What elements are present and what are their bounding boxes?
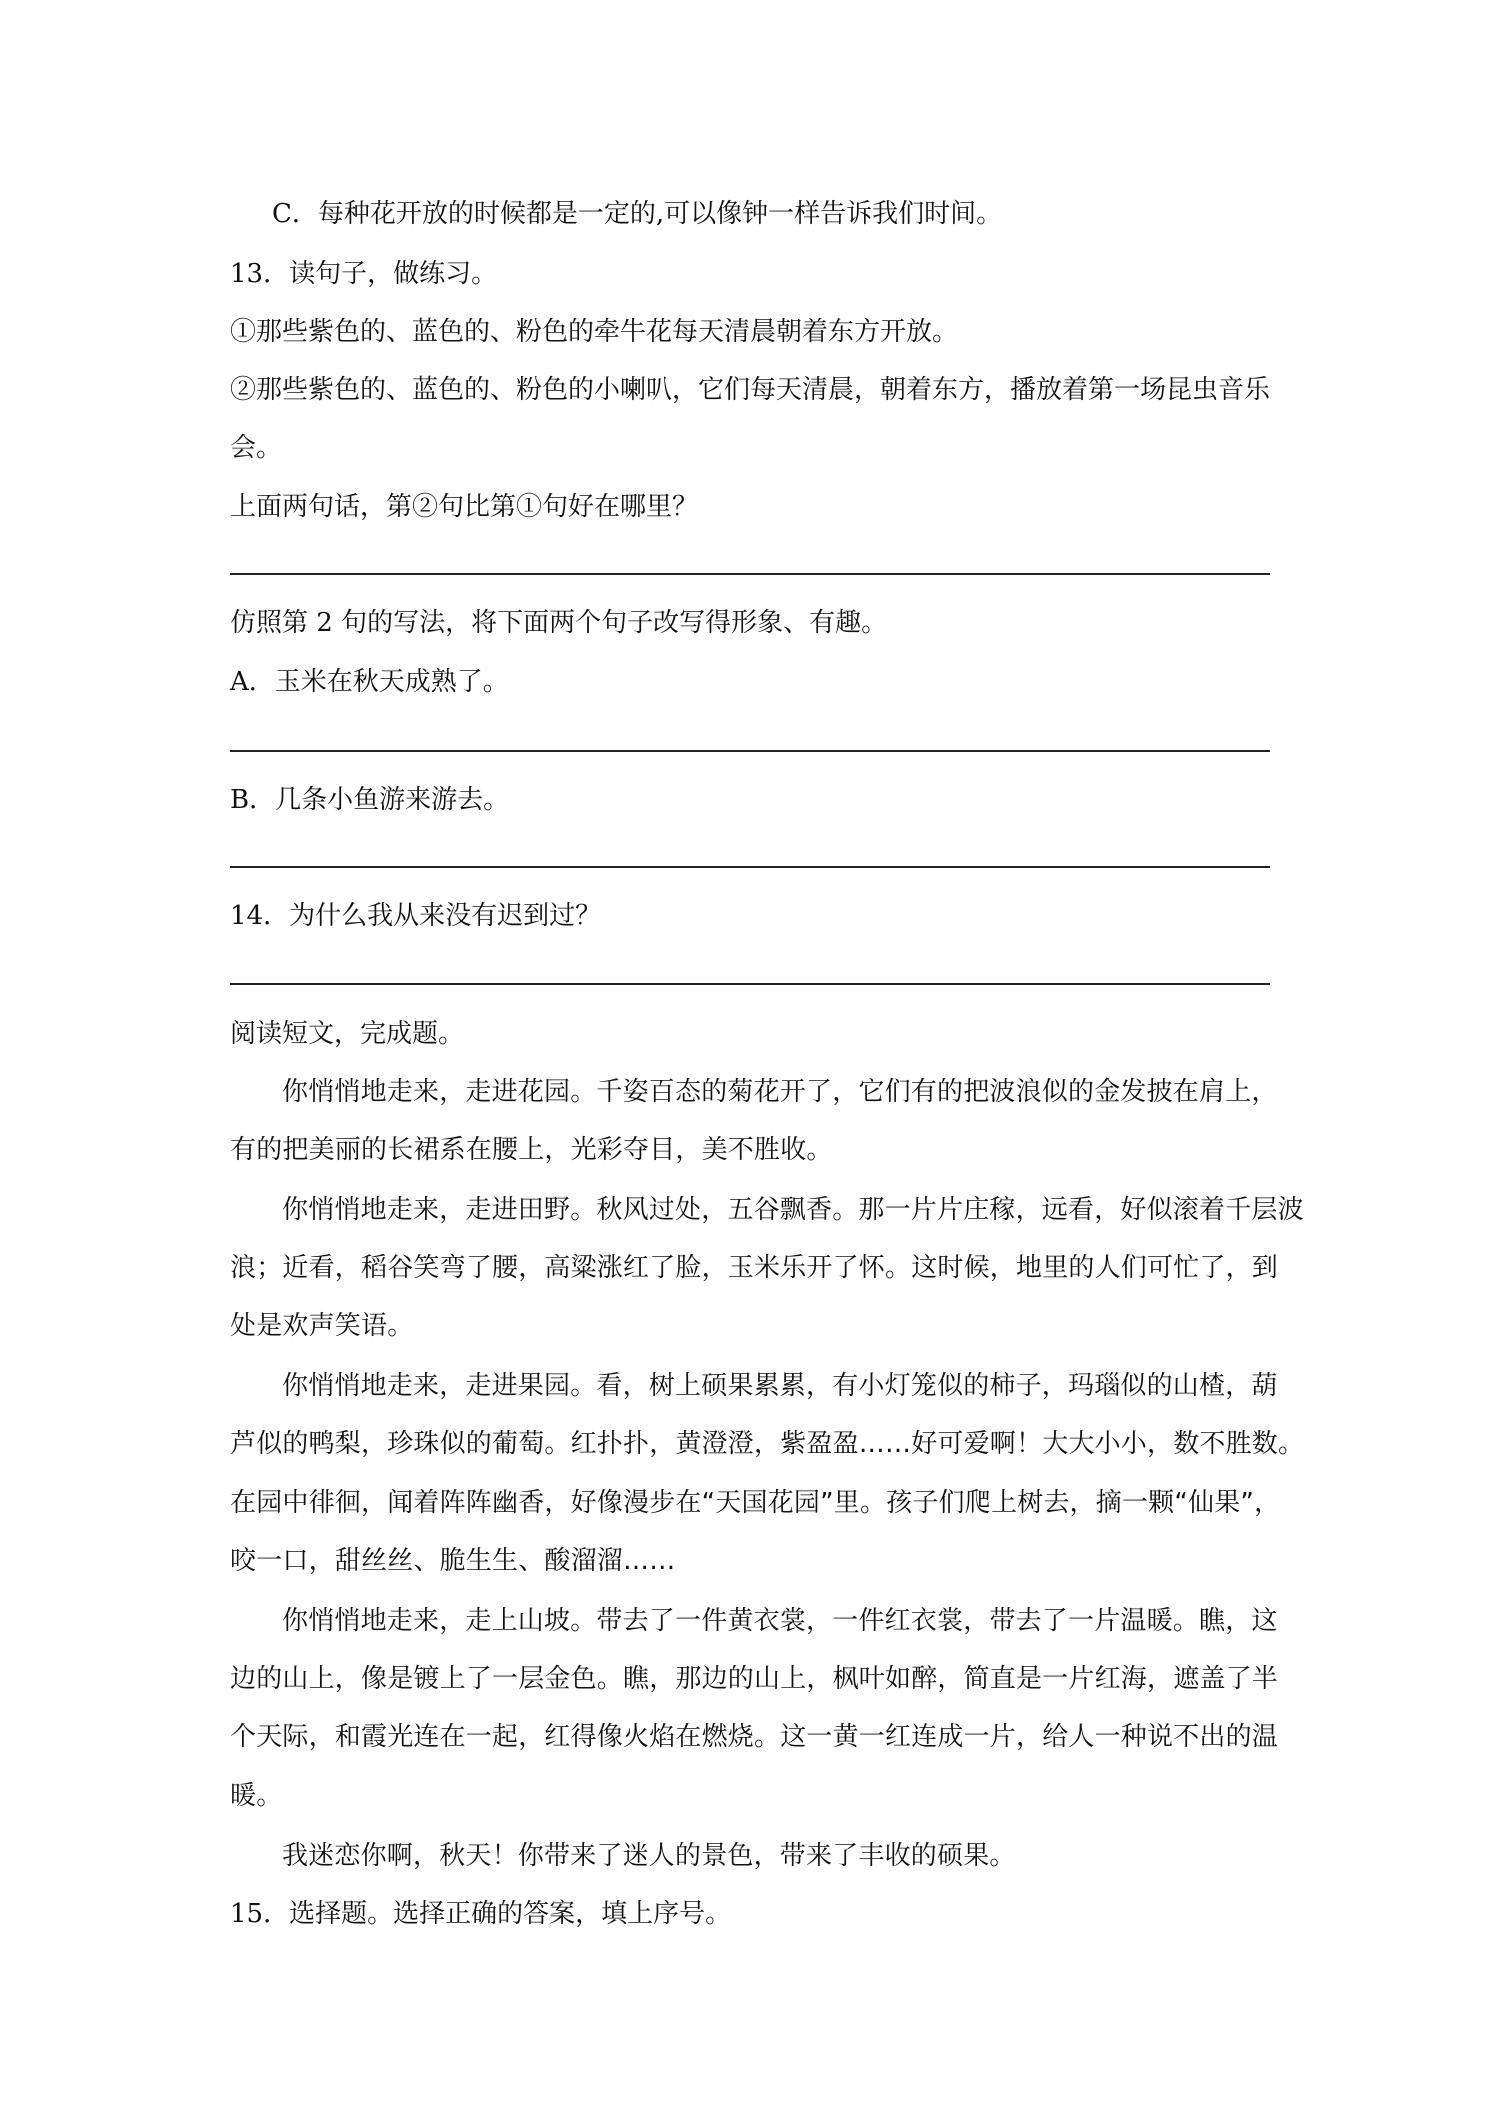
passage-p2-line-2: 浪；近看，稻谷笑弯了腰，高粱涨红了脸，玉米乐开了怀。这时候，地里的人们可忙了，到 xyxy=(230,1253,1279,1283)
q13-question-1: 上面两句话，第②句比第①句好在哪里？ xyxy=(230,492,699,522)
q13-sentence-1: ①那些紫色的、蓝色的、粉色的牵牛花每天清晨朝着东方开放。 xyxy=(230,317,959,347)
passage-p4-line-2: 边的山上，像是镀上了一层金色。瞧，那边的山上，枫叶如醉，简直是一片红海，遮盖了半 xyxy=(230,1664,1279,1694)
passage-p2-line-1: 你悄悄地走来，走进田野。秋风过处，五谷飘香。那一片片庄稼，远看，好似滚着千层波 xyxy=(282,1195,1304,1225)
q12-option-c: C．每种花开放的时候都是一定的,可以像钟一样告诉我们时间。 xyxy=(272,199,1003,229)
answer-line-q13-1[interactable] xyxy=(230,573,1270,575)
q13-item-b: B．几条小鱼游来游去。 xyxy=(230,785,510,815)
answer-line-q13-a[interactable] xyxy=(230,750,1270,752)
passage-p3-line-4: 咬一口，甜丝丝、脆生生、酸溜溜…… xyxy=(230,1546,676,1576)
q13-question-2: 仿照第 2 句的写法，将下面两个句子改写得形象、有趣。 xyxy=(230,608,888,638)
passage-p4-line-1: 你悄悄地走来，走上山坡。带去了一件黄衣裳，一件红衣裳，带去了一片温暖。瞧，这 xyxy=(282,1606,1278,1636)
q14-stem: 14．为什么我从来没有迟到过？ xyxy=(230,901,602,931)
answer-line-q14[interactable] xyxy=(230,983,1270,985)
passage-p3-line-3: 在园中徘徊，闻着阵阵幽香，好像漫步在“天国花园”里。孩子们爬上树去，摘一颗“仙果”， xyxy=(230,1488,1281,1518)
passage-p1-line-2: 有的把美丽的长裙系在腰上，光彩夺目，美不胜收。 xyxy=(230,1135,833,1165)
passage-p2-line-3: 处是欢声笑语。 xyxy=(230,1311,414,1341)
passage-p3-line-2: 芦似的鸭梨，珍珠似的葡萄。红扑扑，黄澄澄，紫盈盈……好可爱啊！大大小小，数不胜数。 xyxy=(230,1429,1305,1459)
q13-sentence-2-line-1: ②那些紫色的、蓝色的、粉色的小喇叭，它们每天清晨，朝着东方，播放着第一场昆虫音乐 xyxy=(230,375,1271,405)
passage-p3-line-1: 你悄悄地走来，走进果园。看，树上硕果累累，有小灯笼似的柿子，玛瑙似的山楂，葫 xyxy=(282,1371,1278,1401)
q13-sentence-2-line-2: 会。 xyxy=(230,433,283,463)
q15-stem: 15．选择题。选择正确的答案，填上序号。 xyxy=(230,1899,732,1929)
q13-item-a: A．玉米在秋天成熟了。 xyxy=(230,667,509,697)
answer-line-q13-b[interactable] xyxy=(230,866,1270,868)
reading-instruction: 阅读短文，完成题。 xyxy=(230,1019,465,1049)
passage-p4-line-4: 暖。 xyxy=(230,1781,283,1811)
passage-p5-line-1: 我迷恋你啊，秋天！你带来了迷人的景色，带来了丰收的硕果。 xyxy=(282,1841,1016,1871)
q13-stem: 13．读句子，做练习。 xyxy=(230,259,498,289)
passage-p1-line-1: 你悄悄地走来，走进花园。千姿百态的菊花开了，它们有的把波浪似的金发披在肩上， xyxy=(282,1077,1278,1107)
passage-p4-line-3: 个天际，和霞光连在一起，红得像火焰在燃烧。这一黄一红连成一片，给人一种说不出的温 xyxy=(230,1722,1279,1752)
